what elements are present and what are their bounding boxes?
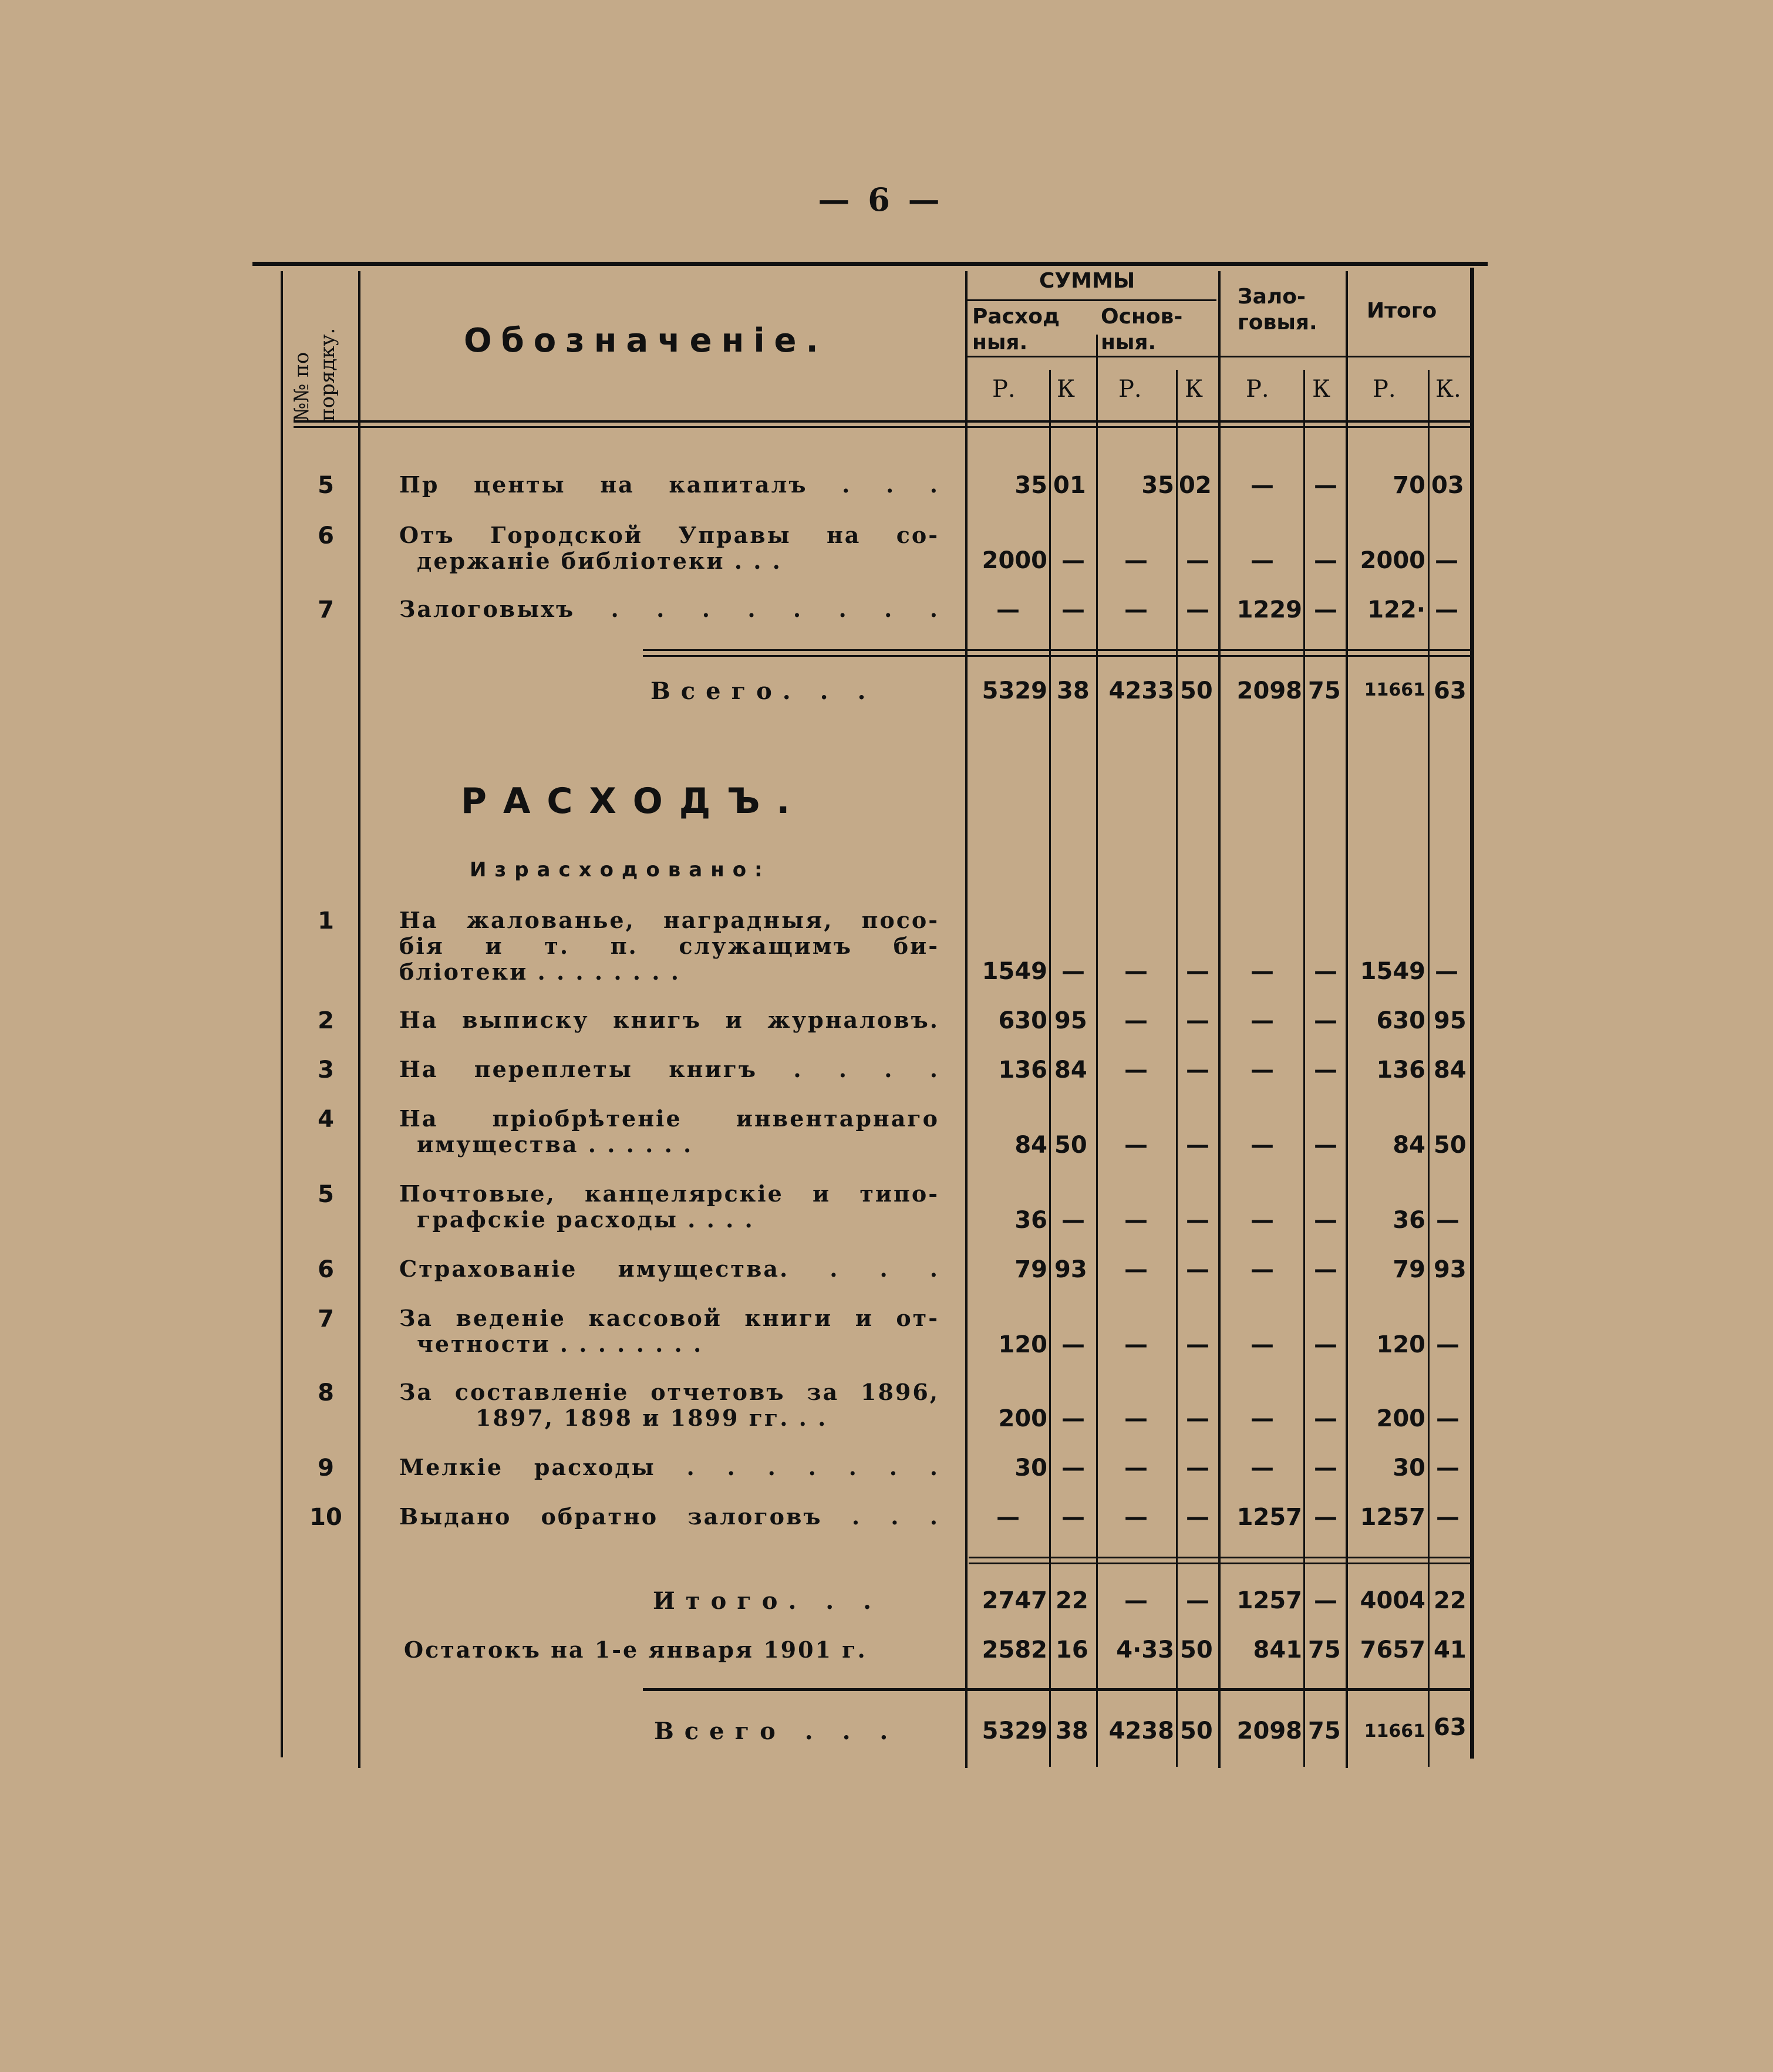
- osn-r: —: [1124, 958, 1148, 985]
- zal-k: —: [1314, 1405, 1337, 1432]
- zal-k: 75: [1308, 1636, 1341, 1663]
- row-number: 10: [309, 1504, 342, 1531]
- col-k-rash: К: [1057, 376, 1075, 403]
- zal-k: 75: [1308, 1717, 1341, 1744]
- osn-k: —: [1186, 958, 1209, 985]
- itogo-k: 93: [1434, 1256, 1467, 1283]
- rash-k: 38: [1056, 1717, 1088, 1744]
- itogo-r: 200: [1376, 1405, 1425, 1432]
- itogo-r: 136: [1376, 1057, 1425, 1084]
- itogo-k: 03: [1431, 472, 1464, 499]
- itogo-k: 50: [1434, 1132, 1467, 1159]
- final-total-rule: [643, 1688, 1470, 1691]
- osn-r: 35: [1141, 472, 1174, 499]
- rash-k: 95: [1054, 1007, 1087, 1034]
- desc-column-rule: [965, 271, 968, 1768]
- col-k-zal: К: [1312, 376, 1330, 403]
- right-border: [1470, 268, 1474, 1759]
- rash-r: —: [996, 596, 1020, 623]
- itogo-r: 7657: [1360, 1636, 1425, 1663]
- rash-r: 36: [1014, 1207, 1047, 1234]
- osn-r: —: [1124, 1057, 1148, 1084]
- row-number: 6: [318, 1256, 334, 1283]
- itogo-k: —: [1435, 547, 1458, 574]
- row-number: 8: [318, 1379, 334, 1406]
- nn-header: №№ по порядку.: [290, 328, 339, 421]
- col-k-itogo: К.: [1435, 376, 1461, 403]
- oboznachenie-header: Обозначеніе.: [464, 322, 828, 360]
- zal-r: 1229: [1236, 596, 1302, 623]
- itogo-r: 11661: [1364, 680, 1425, 700]
- row-number: 1: [318, 907, 334, 934]
- rash-r: 2000: [982, 547, 1047, 574]
- zal-r: —: [1250, 1207, 1274, 1234]
- itogo-k: 63: [1434, 677, 1467, 704]
- row-description: На переплеты книгъ . . . .: [399, 1056, 939, 1082]
- itogo-r: 36: [1393, 1207, 1425, 1234]
- row-description: За составленіе отчетовъ за 1896, 1897, 1898 и 1899 гг. . .: [399, 1379, 939, 1431]
- row-description: Пр центы на капиталъ . . .: [399, 471, 939, 498]
- itogo-k: —: [1436, 1331, 1459, 1358]
- itogo-r: 11661: [1364, 1721, 1425, 1742]
- zal-r: —: [1250, 1007, 1274, 1034]
- itogo-k: 95: [1434, 1007, 1467, 1034]
- page-number: — 6 —: [818, 181, 943, 218]
- osn-k: 50: [1180, 677, 1213, 704]
- zal-k: —: [1314, 1455, 1337, 1482]
- zal-k: —: [1314, 1504, 1337, 1531]
- itogo-k: —: [1436, 1455, 1459, 1482]
- rashod-title: РАСХОДЪ.: [461, 781, 807, 822]
- osn-k-rule: [1218, 271, 1221, 1768]
- row-number: 9: [318, 1455, 334, 1482]
- col-r-zal: Р.: [1246, 376, 1269, 403]
- osn-k: 02: [1179, 472, 1212, 499]
- itogo-r: 122·: [1367, 596, 1425, 623]
- itogo-k: —: [1436, 1405, 1459, 1432]
- zal-k: —: [1314, 1057, 1337, 1084]
- header-bottom-rule: [294, 420, 1470, 423]
- osn-r: —: [1124, 1132, 1148, 1159]
- rash-r: 630: [998, 1007, 1047, 1034]
- osn-r: —: [1124, 1007, 1148, 1034]
- zal-r: —: [1250, 1057, 1274, 1084]
- zal-r: —: [1250, 547, 1274, 574]
- osn-r: —: [1124, 1331, 1148, 1358]
- row-number: 7: [318, 596, 334, 623]
- rash-k: —: [1061, 547, 1085, 574]
- itogo-k: —: [1436, 1207, 1459, 1234]
- rash-r: 136: [998, 1057, 1047, 1084]
- zal-k: —: [1314, 1256, 1337, 1283]
- subhdr-rule: [968, 356, 1470, 357]
- rash-k: —: [1061, 1405, 1085, 1432]
- osn-k: —: [1186, 1455, 1209, 1482]
- row-description: Почтовые, канцелярскіе и типо- графскіе расходы . . . .: [399, 1180, 939, 1233]
- income-total-rule: [643, 649, 1470, 651]
- zal-r: —: [1250, 958, 1274, 985]
- zal-r: —: [1250, 1256, 1274, 1283]
- itogo-label: Итого. . .: [653, 1587, 882, 1615]
- top-rule: [252, 262, 1488, 266]
- itogo-r: 79: [1393, 1256, 1425, 1283]
- osn-k: —: [1186, 1207, 1209, 1234]
- zal-k: —: [1314, 1587, 1337, 1614]
- itogo-r: 4004: [1360, 1587, 1425, 1614]
- zal-r: 2098: [1236, 1717, 1302, 1744]
- row-number: 5: [318, 472, 334, 499]
- row-description: На жалованье, наградныя, посо- бія и т. п. служащимъ би- бліотеки . . . . . . . .: [399, 907, 939, 985]
- rash-k: 01: [1053, 472, 1086, 499]
- itogo-k: 84: [1434, 1057, 1467, 1084]
- row-description: Отъ Городской Управы на со- держаніе библіотеки . . .: [399, 522, 939, 574]
- rash-k: 22: [1056, 1587, 1088, 1614]
- osn-k: —: [1186, 1405, 1209, 1432]
- zal-r: —: [1250, 1455, 1274, 1482]
- osn-r: —: [1124, 1504, 1148, 1531]
- itogo-k: 41: [1434, 1636, 1467, 1663]
- row-description: Выдано обратно залоговъ . . .: [399, 1503, 939, 1530]
- rash-k: 93: [1054, 1256, 1087, 1283]
- zal-k: —: [1314, 472, 1337, 499]
- osn-r: 4·33: [1116, 1636, 1174, 1663]
- col-k-osn: К: [1185, 376, 1203, 403]
- rash-r: 200: [998, 1405, 1047, 1432]
- itogo-r: 84: [1393, 1132, 1425, 1159]
- osn-k: —: [1186, 596, 1209, 623]
- osnovnye-header: Основ- ныя.: [1101, 305, 1183, 355]
- zal-r: —: [1250, 1405, 1274, 1432]
- itogo-r: 1549: [1360, 958, 1425, 985]
- rash-k: 16: [1056, 1636, 1088, 1663]
- osn-r: —: [1124, 1455, 1148, 1482]
- izrashodovano-subtitle: Израсходовано:: [470, 858, 771, 882]
- itogo-r: 630: [1376, 1007, 1425, 1034]
- rash-r: 30: [1014, 1455, 1047, 1482]
- osn-k: —: [1186, 1007, 1209, 1034]
- zalogovye-header: Зало- говыя.: [1238, 285, 1317, 335]
- osn-r: —: [1124, 547, 1148, 574]
- zal-k: —: [1314, 596, 1337, 623]
- summy-header: СУММЫ: [1039, 269, 1135, 293]
- rashodnye-header: Расход ныя.: [972, 305, 1060, 355]
- rash-r: 35: [1014, 472, 1047, 499]
- osn-k: —: [1186, 1132, 1209, 1159]
- col-r-rash: Р.: [992, 376, 1016, 403]
- rash-k: 50: [1054, 1132, 1087, 1159]
- zal-r: 841: [1253, 1636, 1302, 1663]
- nn-column-rule: [358, 271, 360, 1768]
- zal-r: —: [1250, 472, 1274, 499]
- row-number: 6: [318, 522, 334, 549]
- itogo-k: —: [1435, 596, 1458, 623]
- row-number: 5: [318, 1181, 334, 1208]
- rash-r: 2747: [982, 1587, 1047, 1614]
- row-description: Залоговыхъ . . . . . . . .: [399, 596, 939, 622]
- osn-r: 4238: [1108, 1717, 1174, 1744]
- total-label: Всего. . .: [650, 677, 877, 705]
- rash-k: —: [1061, 958, 1085, 985]
- col-r-itogo: Р.: [1373, 376, 1396, 403]
- rash-k: 84: [1054, 1057, 1087, 1084]
- rash-k: 38: [1057, 677, 1090, 704]
- zal-r: 1257: [1236, 1504, 1302, 1531]
- zal-r: —: [1250, 1132, 1274, 1159]
- rash-k: —: [1061, 1455, 1085, 1482]
- osn-k: —: [1186, 547, 1209, 574]
- itogo-k: 63: [1434, 1714, 1467, 1741]
- itogo-k: —: [1435, 958, 1458, 985]
- zal-k: —: [1314, 1331, 1337, 1358]
- itogo-r: 120: [1376, 1331, 1425, 1358]
- total-label: Всего . . .: [654, 1717, 899, 1745]
- itogo-r: 1257: [1360, 1504, 1425, 1531]
- rash-r: —: [996, 1504, 1020, 1531]
- row-description: За веденіе кассовой книги и от- четности . . . . . . . .: [399, 1305, 939, 1357]
- rash-k: —: [1061, 1331, 1085, 1358]
- itogo-rule: [969, 1557, 1470, 1558]
- rash-r: 5329: [982, 677, 1047, 704]
- osn-r: —: [1124, 1256, 1148, 1283]
- row-number: 7: [318, 1305, 334, 1332]
- itogo-r: 2000: [1360, 547, 1425, 574]
- rash-r: 120: [998, 1331, 1047, 1358]
- osn-k: —: [1186, 1331, 1209, 1358]
- rash-r: 79: [1014, 1256, 1047, 1283]
- income-total-rule-2: [643, 655, 1470, 657]
- osn-r: —: [1124, 1587, 1148, 1614]
- col-r-osn: Р.: [1118, 376, 1142, 403]
- zal-k: —: [1314, 547, 1337, 574]
- rash-r: 1549: [982, 958, 1047, 985]
- zal-r: —: [1250, 1331, 1274, 1358]
- zal-k: 75: [1308, 677, 1341, 704]
- zal-r: 1257: [1236, 1587, 1302, 1614]
- rash-k: —: [1061, 1504, 1085, 1531]
- left-border: [281, 271, 283, 1757]
- itogo-r: 70: [1393, 472, 1425, 499]
- row-number: 4: [318, 1106, 334, 1133]
- osn-k: —: [1186, 1256, 1209, 1283]
- itogo-rule-2: [969, 1563, 1470, 1564]
- zal-k-rule: [1346, 271, 1348, 1768]
- osn-k: 50: [1180, 1636, 1213, 1663]
- row-description: Страхованіе имущества. . . .: [399, 1256, 939, 1282]
- itogo-header: Итого: [1367, 299, 1437, 323]
- osn-r: —: [1124, 1207, 1148, 1234]
- row-description: Мелкіе расходы . . . . . . .: [399, 1454, 939, 1480]
- row-description: На выписку книгъ и журналовъ.: [399, 1007, 939, 1033]
- rash-r: 5329: [982, 1717, 1047, 1744]
- zal-r: 2098: [1236, 677, 1302, 704]
- rash-k: —: [1061, 1207, 1085, 1234]
- osn-k: —: [1186, 1587, 1209, 1614]
- itogo-k: —: [1436, 1504, 1459, 1531]
- summy-rule: [968, 299, 1216, 301]
- header-bottom-rule-2: [294, 426, 1470, 428]
- osn-k: 50: [1180, 1717, 1213, 1744]
- itogo-k: 22: [1434, 1587, 1467, 1614]
- osn-k: —: [1186, 1504, 1209, 1531]
- row-number: 2: [318, 1007, 334, 1034]
- rash-r: 84: [1014, 1132, 1047, 1159]
- row-number: 3: [318, 1057, 334, 1084]
- row-description: На пріобрѣтеніе инвентарнаго имущества . . . . . .: [399, 1105, 939, 1158]
- zal-k: —: [1314, 958, 1337, 985]
- osn-k: —: [1186, 1057, 1209, 1084]
- itogo-r: 30: [1393, 1455, 1425, 1482]
- osn-r: 4233: [1108, 677, 1174, 704]
- osn-r: —: [1124, 596, 1148, 623]
- rash-r: 2582: [982, 1636, 1047, 1663]
- rash-k: —: [1061, 596, 1085, 623]
- zal-k: —: [1314, 1007, 1337, 1034]
- osn-r: —: [1124, 1405, 1148, 1432]
- ostatok-label: Остатокъ на 1-е января 1901 г.: [404, 1636, 867, 1663]
- zal-k: —: [1314, 1132, 1337, 1159]
- zal-k: —: [1314, 1207, 1337, 1234]
